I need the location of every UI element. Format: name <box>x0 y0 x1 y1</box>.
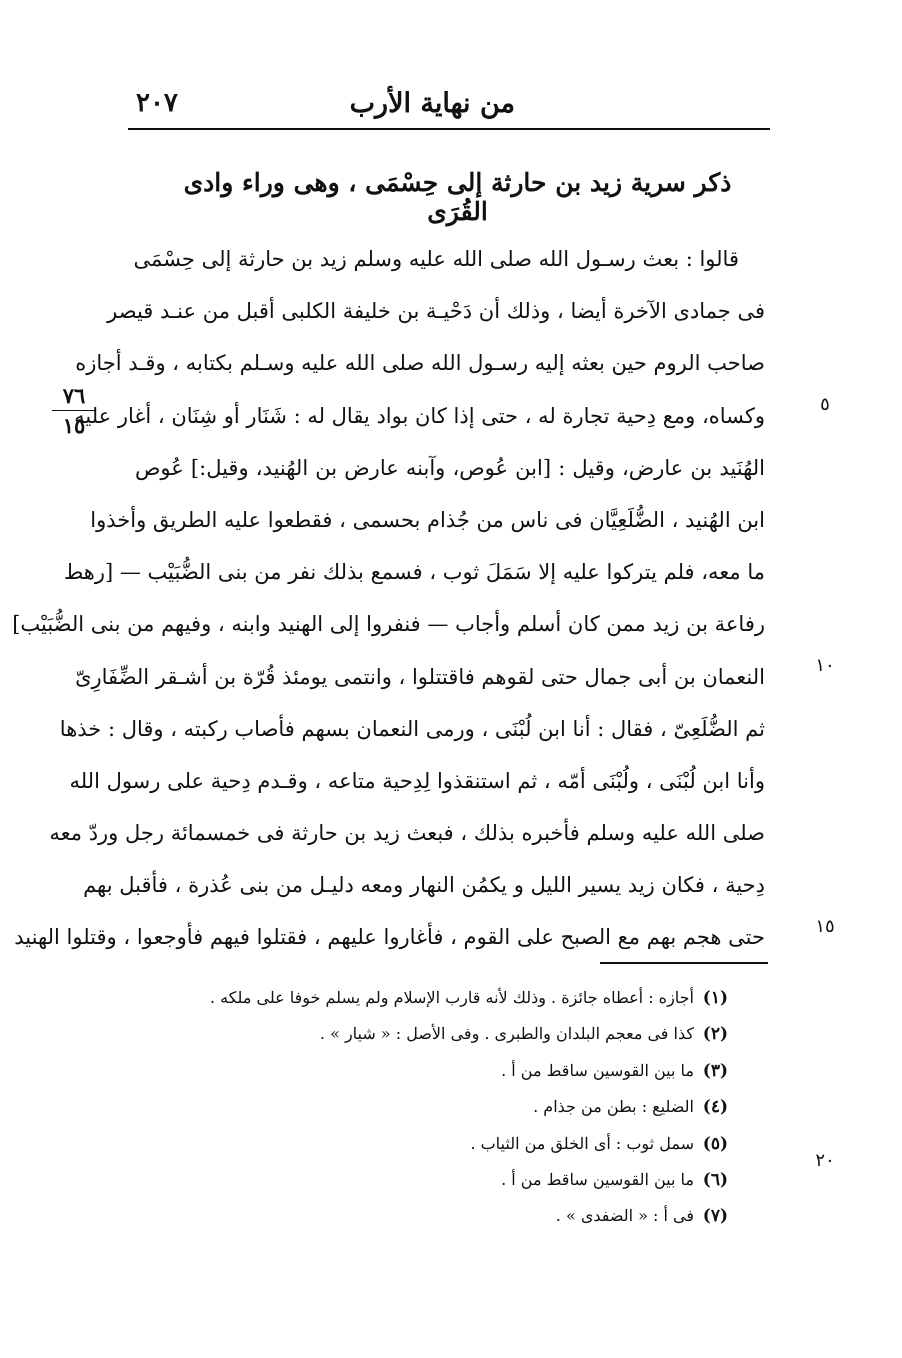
line-number-15: ١٥ <box>815 916 835 937</box>
footnote-number: (١) <box>702 988 728 1008</box>
body-line: دِحية ، فكان زيد يسير الليل و يكمُن النهار ومعه دليـل من بنى عُذرة ، فأقبل بهم <box>83 873 765 898</box>
footnote-text: ما بين القوسين ساقط من أ . <box>501 1169 694 1189</box>
footnote <box>230 1126 728 1162</box>
footnote <box>230 1162 728 1198</box>
line-number-20: ٢٠ <box>815 1150 835 1171</box>
footnote-text: ما بين القوسين ساقط من أ . <box>501 1060 694 1080</box>
line-number-10: ١٠ <box>815 655 835 676</box>
footnote-number: (٤) <box>702 1097 728 1118</box>
footnote-number: (٥) <box>702 1133 728 1154</box>
body-line: النعمان بن أبى جمال حتى لقوهم فاقتتلوا ، وانتمى يومئذ قُرّة بن أشـقر الضِّفَارِىّ <box>75 664 765 689</box>
line-number-5: ٥ <box>820 394 830 415</box>
footnote-number: (٣) <box>702 1060 728 1081</box>
body-line: ما معه، فلم يتركوا عليه إلا سَمَلَ ثوب ، فسمع بذلك نفر من بنى الضُّبَيْب — [رهط <box>63 560 765 585</box>
running-header <box>128 86 770 126</box>
footnote <box>230 1089 728 1125</box>
body-line: صلى الله عليه وسلم فأخبره بذلك ، فبعث زيد بن حارثة فى خمسمائة رجل وردّ معه <box>49 821 765 846</box>
page-number: ٢٠٧ <box>136 88 178 118</box>
body-line: وكساه، ومع دِحية تجارة له ، حتى إذا كان بواد يقال له : شَنَار أو شِنَان ، أغار عليه <box>74 403 765 428</box>
footnotes <box>209 980 728 1235</box>
footnote-number: (٦) <box>702 1169 728 1190</box>
body-line: حتى هجم بهم مع الصبح على القوم ، فأغاروا عليهم ، فقتلوا فيهم فأوجعوا ، وقتلوا الهنيد <box>14 925 765 950</box>
body-line: رفاعة بن زيد ممن كان أسلم وأجاب — فنفروا إلى الهنيد وابنه ، وفيهم من بنى الضُّبَيْب] <box>12 612 765 637</box>
body-line: وأنا ابن لُبْنَى ، ولُبْنَى أمّه ، ثم استنقذوا لِدِحية متاعه ، وقـدم دِحية على رسول الله <box>69 768 765 793</box>
footnote-text: سمل ثوب : أى الخلق من الثياب . <box>470 1133 694 1153</box>
body-line: قالوا : بعث رسـول الله صلى الله عليه وسلم زيد بن حارثة إلى حِسْمَى <box>133 247 739 271</box>
footnote-rule <box>600 962 768 964</box>
body-line: ثم الضُّلَعِىّ ، فقال : أنا ابن لُبْنَى ، ورمى النعمان بسهم فأصاب ركبته ، وقال : خذها <box>59 716 765 741</box>
footnote <box>230 1198 728 1234</box>
running-title: من نهاية الأرب <box>349 88 515 119</box>
margin-reference <box>52 383 96 438</box>
footnote-number: (٢) <box>702 1024 728 1045</box>
body-line: فى جمادى الآخرة أيضا ، وذلك أن دَحْيـة بن خليفة الكلبى أقبل من عنـد قيصر <box>107 299 765 324</box>
footnote <box>230 1016 728 1052</box>
footnote-text: فى أ : « الضفدى » . <box>555 1206 694 1226</box>
footnote-text: كذا فى معجم البلدان والطبرى . وفى الأصل : « شيار » . <box>319 1024 694 1044</box>
header-rule <box>128 128 770 130</box>
footnote-text: أجازه : أعطاه جائزة . وذلك لأنه قارب الإسلام ولم يسلم خوفا على ملكه . <box>209 988 694 1007</box>
body-line: الهُنَيد بن عارض، وقيل : [ابن عُوص، وآبنه عارض بن الهُنيد، وقيل:] عُوص <box>135 455 765 480</box>
margin-reference-volume: ٧٦ <box>52 383 96 411</box>
section-heading: ذكر سرية زيد بن حارثة إلى حِسْمَى ، وهى وراء وادى القُرَى <box>183 168 732 226</box>
body-line: صاحب الروم حين بعثه إليه رسـول الله صلى الله عليه وسـلم بكتابه ، وقـد أجازه <box>75 351 765 376</box>
margin-reference-page: ١٥ <box>62 413 86 438</box>
footnote <box>230 1053 728 1089</box>
body-line: ابن الهُنيد ، الضُّلَعِيَّان فى ناس من جُذام بحسمى ، فقطعوا عليه الطريق وأخذوا <box>90 507 765 532</box>
footnote-text: الضليع : بطن من جذام . <box>533 1097 694 1117</box>
footnote-number: (٧) <box>702 1206 728 1227</box>
footnote <box>209 980 728 1016</box>
